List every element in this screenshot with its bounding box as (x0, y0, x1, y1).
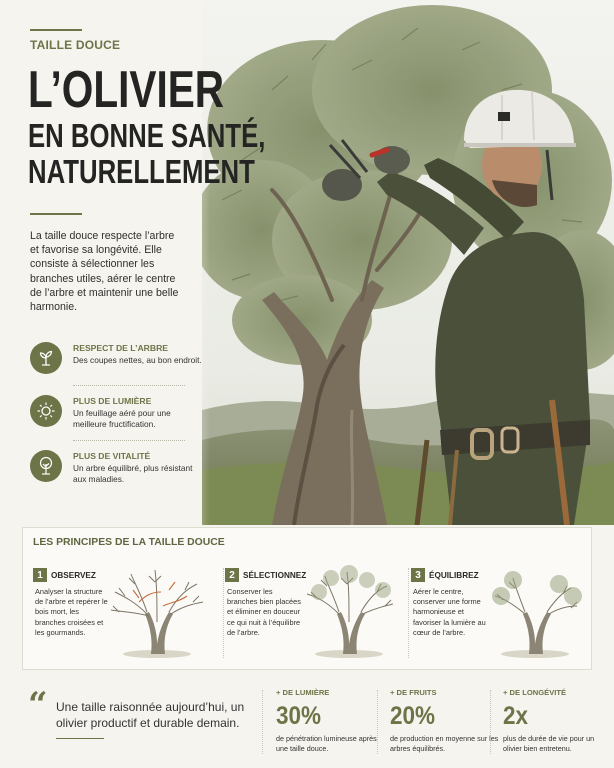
step-number: 2 (225, 568, 239, 582)
stat-value: 30% (276, 702, 322, 730)
benefit-text: Un feuillage aéré pour une meilleure fructification. (73, 408, 171, 429)
intro-text: La taille douce respecte l’arbre et favorise sa longévité. Elle consiste à sélectionner les branches utiles, aérer le centre de l’arbre et maintenir une belle harmonie. (30, 230, 179, 314)
step-text: Aérer le centre, conserver une forme harmonieuse et favoriser la lumière au cœur de l’arbre. (413, 587, 486, 637)
stat-label: + DE LUMIÈRE (276, 688, 330, 697)
step-title: SÉLECTIONNEZ (243, 571, 307, 580)
benefit-title: PLUS DE VITALITÉ (73, 451, 151, 461)
step-text: Analyser la structure de l’arbre et repérer le bois mort, les branches croisées et les gourmands. (35, 587, 108, 637)
title-rule (30, 213, 82, 215)
quote-mark-icon: “ (28, 685, 48, 725)
benefit-light (30, 395, 205, 437)
stat-label: + DE FRUITS (390, 688, 437, 697)
step-title: ÉQUILIBREZ (429, 571, 479, 580)
stat-text: de production en moyenne sur les arbres équilibrés. (390, 734, 499, 753)
tree-icon (30, 450, 62, 482)
benefit-respect (30, 342, 205, 384)
benefit-title: PLUS DE LUMIÈRE (73, 396, 152, 406)
benefit-divider (73, 385, 185, 386)
stat-label: + DE LONGÉVITÉ (503, 688, 567, 697)
sprout-icon (30, 342, 62, 374)
step-observe (33, 568, 218, 663)
quote-rule (56, 738, 104, 739)
step-number: 3 (411, 568, 425, 582)
quote-text: Une taille raisonnée aujourd’hui, un olivier productif et durable demain. (56, 700, 245, 730)
benefit-title: RESPECT DE L’ARBRE (73, 343, 169, 353)
tree-sketch-icon (297, 562, 401, 662)
step-number: 1 (33, 568, 47, 582)
step-select (225, 568, 410, 663)
benefit-text: Un arbre équilibré, plus résistant aux maladies. (73, 463, 193, 484)
title-line-3: NATURELLEMENT (28, 153, 255, 190)
tree-sketch-icon (105, 562, 209, 662)
stat-text: plus de durée de vie pour un olivier bien entretenu. (503, 734, 595, 753)
stat-value: 2x (503, 702, 529, 730)
step-title: OBSERVEZ (51, 571, 96, 580)
step-balance (411, 568, 596, 663)
top-rule (30, 29, 82, 31)
principles-panel (22, 527, 592, 670)
stat-fruits (390, 688, 500, 754)
sun-icon (30, 395, 62, 427)
stat-longevity (503, 688, 613, 754)
tree-sketch-icon (483, 562, 587, 662)
principles-title: LES PRINCIPES DE LA TAILLE DOUCE (33, 537, 225, 548)
stat-value: 20% (390, 702, 436, 730)
step-divider (408, 568, 409, 658)
stat-text: de pénétration lumineuse après une taille douce. (276, 734, 377, 753)
kicker: TAILLE DOUCE (30, 38, 121, 52)
stat-light (276, 688, 386, 754)
stat-divider (490, 690, 491, 754)
step-text: Conserver les branches bien placées et éliminer en douceur ce qui nuit à l’équilibre de l’arbre. (227, 587, 301, 637)
stat-divider (262, 690, 263, 754)
benefit-text: Des coupes nettes, au bon endroit. (73, 355, 202, 365)
step-divider (223, 568, 224, 658)
benefit-divider (73, 440, 185, 441)
title-line-2: EN BONNE SANTÉ, (28, 117, 266, 154)
stat-divider (377, 690, 378, 754)
intro-panel (0, 0, 266, 525)
page-title (28, 62, 288, 190)
benefit-vitality (30, 450, 205, 492)
title-line-1: L’OLIVIER (28, 61, 225, 119)
